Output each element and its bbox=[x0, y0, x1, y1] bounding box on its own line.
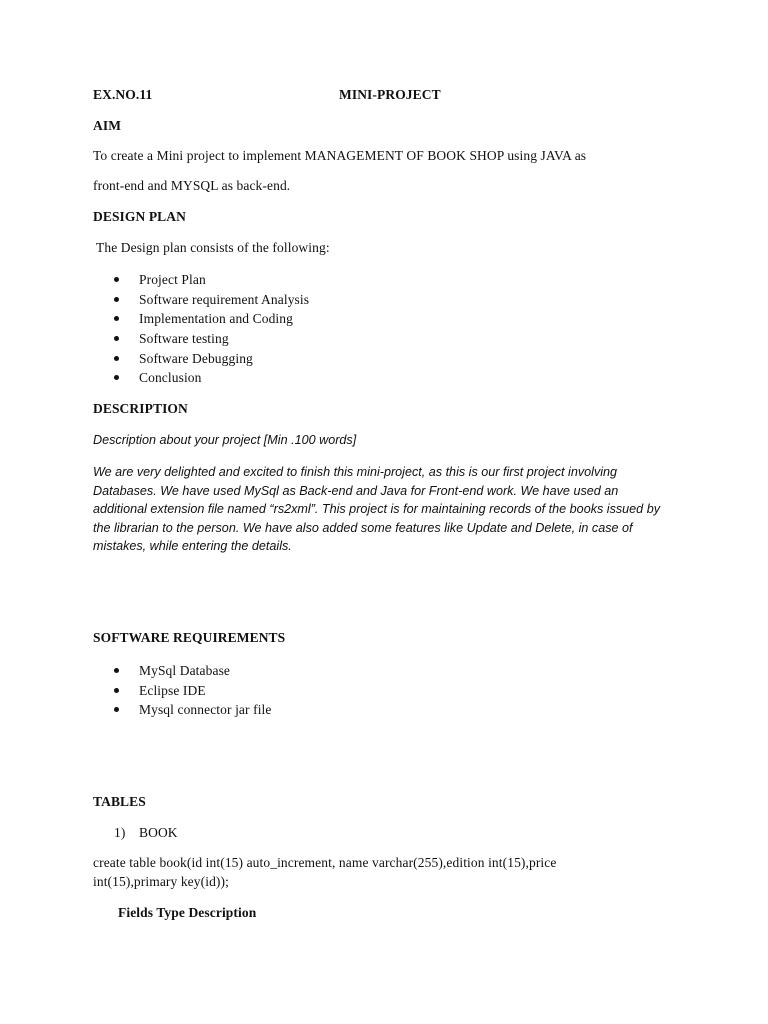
bullet-icon bbox=[114, 316, 119, 321]
bullet-icon bbox=[114, 297, 119, 302]
aim-text-line-2: front-end and MYSQL as back-end. bbox=[93, 178, 291, 193]
bullet-icon bbox=[114, 375, 119, 380]
design-plan-list bbox=[114, 270, 309, 388]
list-item: Project Plan bbox=[114, 270, 309, 290]
table-item-name: BOOK bbox=[139, 825, 178, 840]
software-requirements-list bbox=[114, 661, 271, 720]
bullet-icon bbox=[114, 707, 119, 712]
list-item: Implementation and Coding bbox=[114, 309, 309, 329]
description-prompt: Description about your project [Min .100 words] bbox=[93, 433, 357, 447]
bullet-icon bbox=[114, 336, 119, 341]
design-plan-intro: The Design plan consists of the following: bbox=[96, 240, 330, 255]
list-item: Software requirement Analysis bbox=[114, 290, 309, 310]
list-item: Software testing bbox=[114, 329, 309, 349]
fields-table-header: Fields Type Description bbox=[118, 905, 257, 920]
bullet-icon bbox=[114, 688, 119, 693]
table-item-number: 1) bbox=[114, 825, 126, 840]
list-item: Conclusion bbox=[114, 368, 309, 388]
list-item: Eclipse IDE bbox=[114, 681, 271, 701]
bullet-icon bbox=[114, 356, 119, 361]
aim-text-line-1: To create a Mini project to implement MANAGEMENT OF BOOK SHOP using JAVA as bbox=[93, 148, 587, 163]
exercise-number: EX.NO.11 bbox=[93, 87, 153, 102]
sql-statement-line-1: create table book(id int(15) auto_increment, name varchar(255),edition int(15),price bbox=[93, 855, 557, 870]
sql-statement-line-2: int(15),primary key(id)); bbox=[93, 874, 229, 889]
design-plan-heading: DESIGN PLAN bbox=[93, 209, 186, 224]
list-item: MySql Database bbox=[114, 661, 271, 681]
bullet-icon bbox=[114, 277, 119, 282]
list-item: Software Debugging bbox=[114, 349, 309, 369]
description-body: We are very delighted and excited to finish this mini-project, as this is our first project involving Databases. We have used MySql as Back-end and Java for Front-end work. We have used an additional extension file named “rs2xml”. This project is for maintaining records of the books issued by the librarian to the person. We have also added some features like Update and Delete, in case of mistakes, while entering the details. bbox=[93, 465, 660, 553]
software-requirements-heading: SOFTWARE REQUIREMENTS bbox=[93, 630, 286, 645]
aim-heading: AIM bbox=[93, 118, 122, 133]
list-item: Mysql connector jar file bbox=[114, 700, 271, 720]
bullet-icon bbox=[114, 668, 119, 673]
tables-heading: TABLES bbox=[93, 794, 146, 809]
description-heading: DESCRIPTION bbox=[93, 401, 188, 416]
page-title: MINI-PROJECT bbox=[339, 87, 441, 102]
